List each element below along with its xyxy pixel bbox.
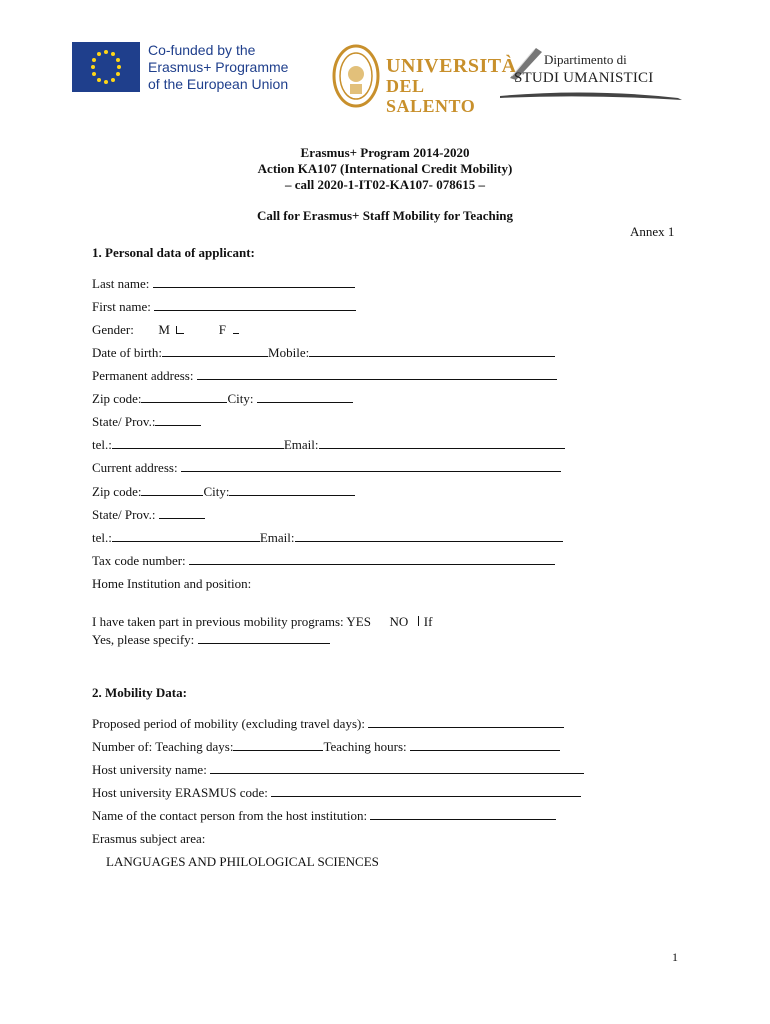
tel1-field[interactable] <box>112 437 284 449</box>
tel2-field[interactable] <box>112 530 260 542</box>
contact-person-label: Name of the contact person from the host institution: <box>92 808 368 823</box>
last-name-row <box>92 276 355 292</box>
eu-flag-icon <box>72 42 140 92</box>
email1-label: Email: <box>283 437 319 452</box>
host-university-row <box>92 762 584 778</box>
swoosh-underline-icon <box>498 88 684 102</box>
state1-label: State/ Prov.: <box>92 414 156 429</box>
state1-row <box>92 414 201 430</box>
teaching-days-label: Number of: Teaching days: <box>92 739 234 754</box>
contact-person-field[interactable] <box>370 808 556 820</box>
proposed-period-row <box>92 716 564 732</box>
city2-label: City: <box>203 484 230 499</box>
current-address-field[interactable] <box>181 460 561 472</box>
last-name-field[interactable] <box>153 276 355 288</box>
dipartimento-line1: Dipartimento di <box>544 52 627 67</box>
section2-heading: 2. Mobility Data: <box>92 685 187 700</box>
tel2-row <box>92 530 563 546</box>
call-title: Call for Erasmus+ Staff Mobility for Teaching <box>256 208 514 223</box>
no-label: NO <box>389 614 409 629</box>
city1-label: City: <box>227 391 254 406</box>
host-erasmus-code-row <box>92 785 581 801</box>
yes-specify-field[interactable] <box>198 632 330 644</box>
teaching-hours-field[interactable] <box>410 739 560 751</box>
gender-row <box>92 322 239 338</box>
eu-text-line3: of the European Union <box>148 76 289 92</box>
section1-heading: 1. Personal data of applicant: <box>92 245 255 260</box>
annex-label: Annex 1 <box>630 224 675 239</box>
tax-code-label: Tax code number: <box>92 553 186 568</box>
unisalento-logo <box>332 44 517 116</box>
city1-field[interactable] <box>257 391 353 403</box>
title-line2: Action KA107 (International Credit Mobility) <box>257 161 513 176</box>
proposed-period-field[interactable] <box>368 716 564 728</box>
subject-area-value: LANGUAGES AND PHILOLOGICAL SCIENCES <box>106 854 379 869</box>
tel1-label: tel.: <box>92 437 112 452</box>
tax-code-row <box>92 553 555 569</box>
state2-row <box>92 507 205 523</box>
mobile-label: Mobile: <box>268 345 310 360</box>
host-university-label: Host university name: <box>92 762 207 777</box>
previous-mobility-label: I have taken part in previous mobility programs: YES <box>92 614 371 629</box>
home-institution-label: Home Institution and position: <box>92 576 252 591</box>
last-name-label: Last name: <box>92 276 150 291</box>
zip2-field[interactable] <box>141 484 203 496</box>
first-name-label: First name: <box>92 299 151 314</box>
current-address-row <box>92 460 561 476</box>
host-university-field[interactable] <box>210 762 584 774</box>
gender-label: Gender: <box>92 322 134 337</box>
dipartimento-line2: STUDI UMANISTICI <box>514 70 654 86</box>
state2-field[interactable] <box>159 507 205 519</box>
page-number: 1 <box>672 950 678 964</box>
contact-person-row <box>92 808 556 824</box>
tax-code-field[interactable] <box>189 553 555 565</box>
city2-field[interactable] <box>229 484 355 496</box>
zip2-label: Zip code: <box>92 484 142 499</box>
dob-label: Date of birth: <box>92 345 163 360</box>
if-label: If <box>423 614 433 629</box>
tel2-label: tel.: <box>92 530 112 545</box>
permanent-address-row <box>92 368 557 384</box>
yes-specify-label: Yes, please specify: <box>92 632 195 647</box>
gender-m-checkbox[interactable] <box>176 326 184 334</box>
previous-mobility-row <box>92 614 432 630</box>
dipartimento-logo <box>498 42 688 106</box>
proposed-period-label: Proposed period of mobility (excluding travel days): <box>92 716 365 731</box>
university-seal-icon <box>332 44 380 108</box>
zip1-field[interactable] <box>141 391 227 403</box>
zip1-row <box>92 391 353 407</box>
gender-f-label: F <box>218 322 226 337</box>
first-name-field[interactable] <box>154 299 356 311</box>
zip1-label: Zip code: <box>92 391 142 406</box>
subject-area-label: Erasmus subject area: <box>92 831 206 846</box>
number-of-row <box>92 739 560 755</box>
gender-f-checkbox[interactable] <box>233 331 239 334</box>
zip2-row <box>92 484 355 500</box>
eu-text-line2: Erasmus+ Programme <box>148 59 289 75</box>
first-name-row <box>92 299 356 315</box>
mobile-field[interactable] <box>309 345 555 357</box>
permanent-address-label: Permanent address: <box>92 368 194 383</box>
unisalento-line1: UNIVERSITÀ <box>386 55 517 77</box>
email1-field[interactable] <box>319 437 565 449</box>
teaching-hours-label: Teaching hours: <box>323 739 407 754</box>
host-erasmus-code-label: Host university ERASMUS code: <box>92 785 268 800</box>
eu-logo <box>72 42 292 94</box>
tel1-row <box>92 437 565 453</box>
dob-row <box>92 345 555 361</box>
dob-field[interactable] <box>162 345 268 357</box>
yes-specify-row <box>92 632 330 648</box>
gender-m-label: M <box>158 322 170 337</box>
title-line3: – call 2020-1-IT02-KA107- 078615 – <box>284 177 486 192</box>
email2-label: Email: <box>259 530 295 545</box>
unisalento-line2: DEL SALENTO <box>386 76 476 116</box>
current-address-label: Current address: <box>92 460 178 475</box>
permanent-address-field[interactable] <box>197 368 557 380</box>
no-checkbox[interactable] <box>418 616 421 626</box>
state2-label: State/ Prov.: <box>92 507 156 522</box>
email2-field[interactable] <box>295 530 563 542</box>
title-line1: Erasmus+ Program 2014-2020 <box>300 145 470 160</box>
teaching-days-field[interactable] <box>233 739 323 751</box>
eu-text-line1: Co-funded by the <box>148 42 256 58</box>
host-erasmus-code-field[interactable] <box>271 785 581 797</box>
state1-field[interactable] <box>155 414 201 426</box>
